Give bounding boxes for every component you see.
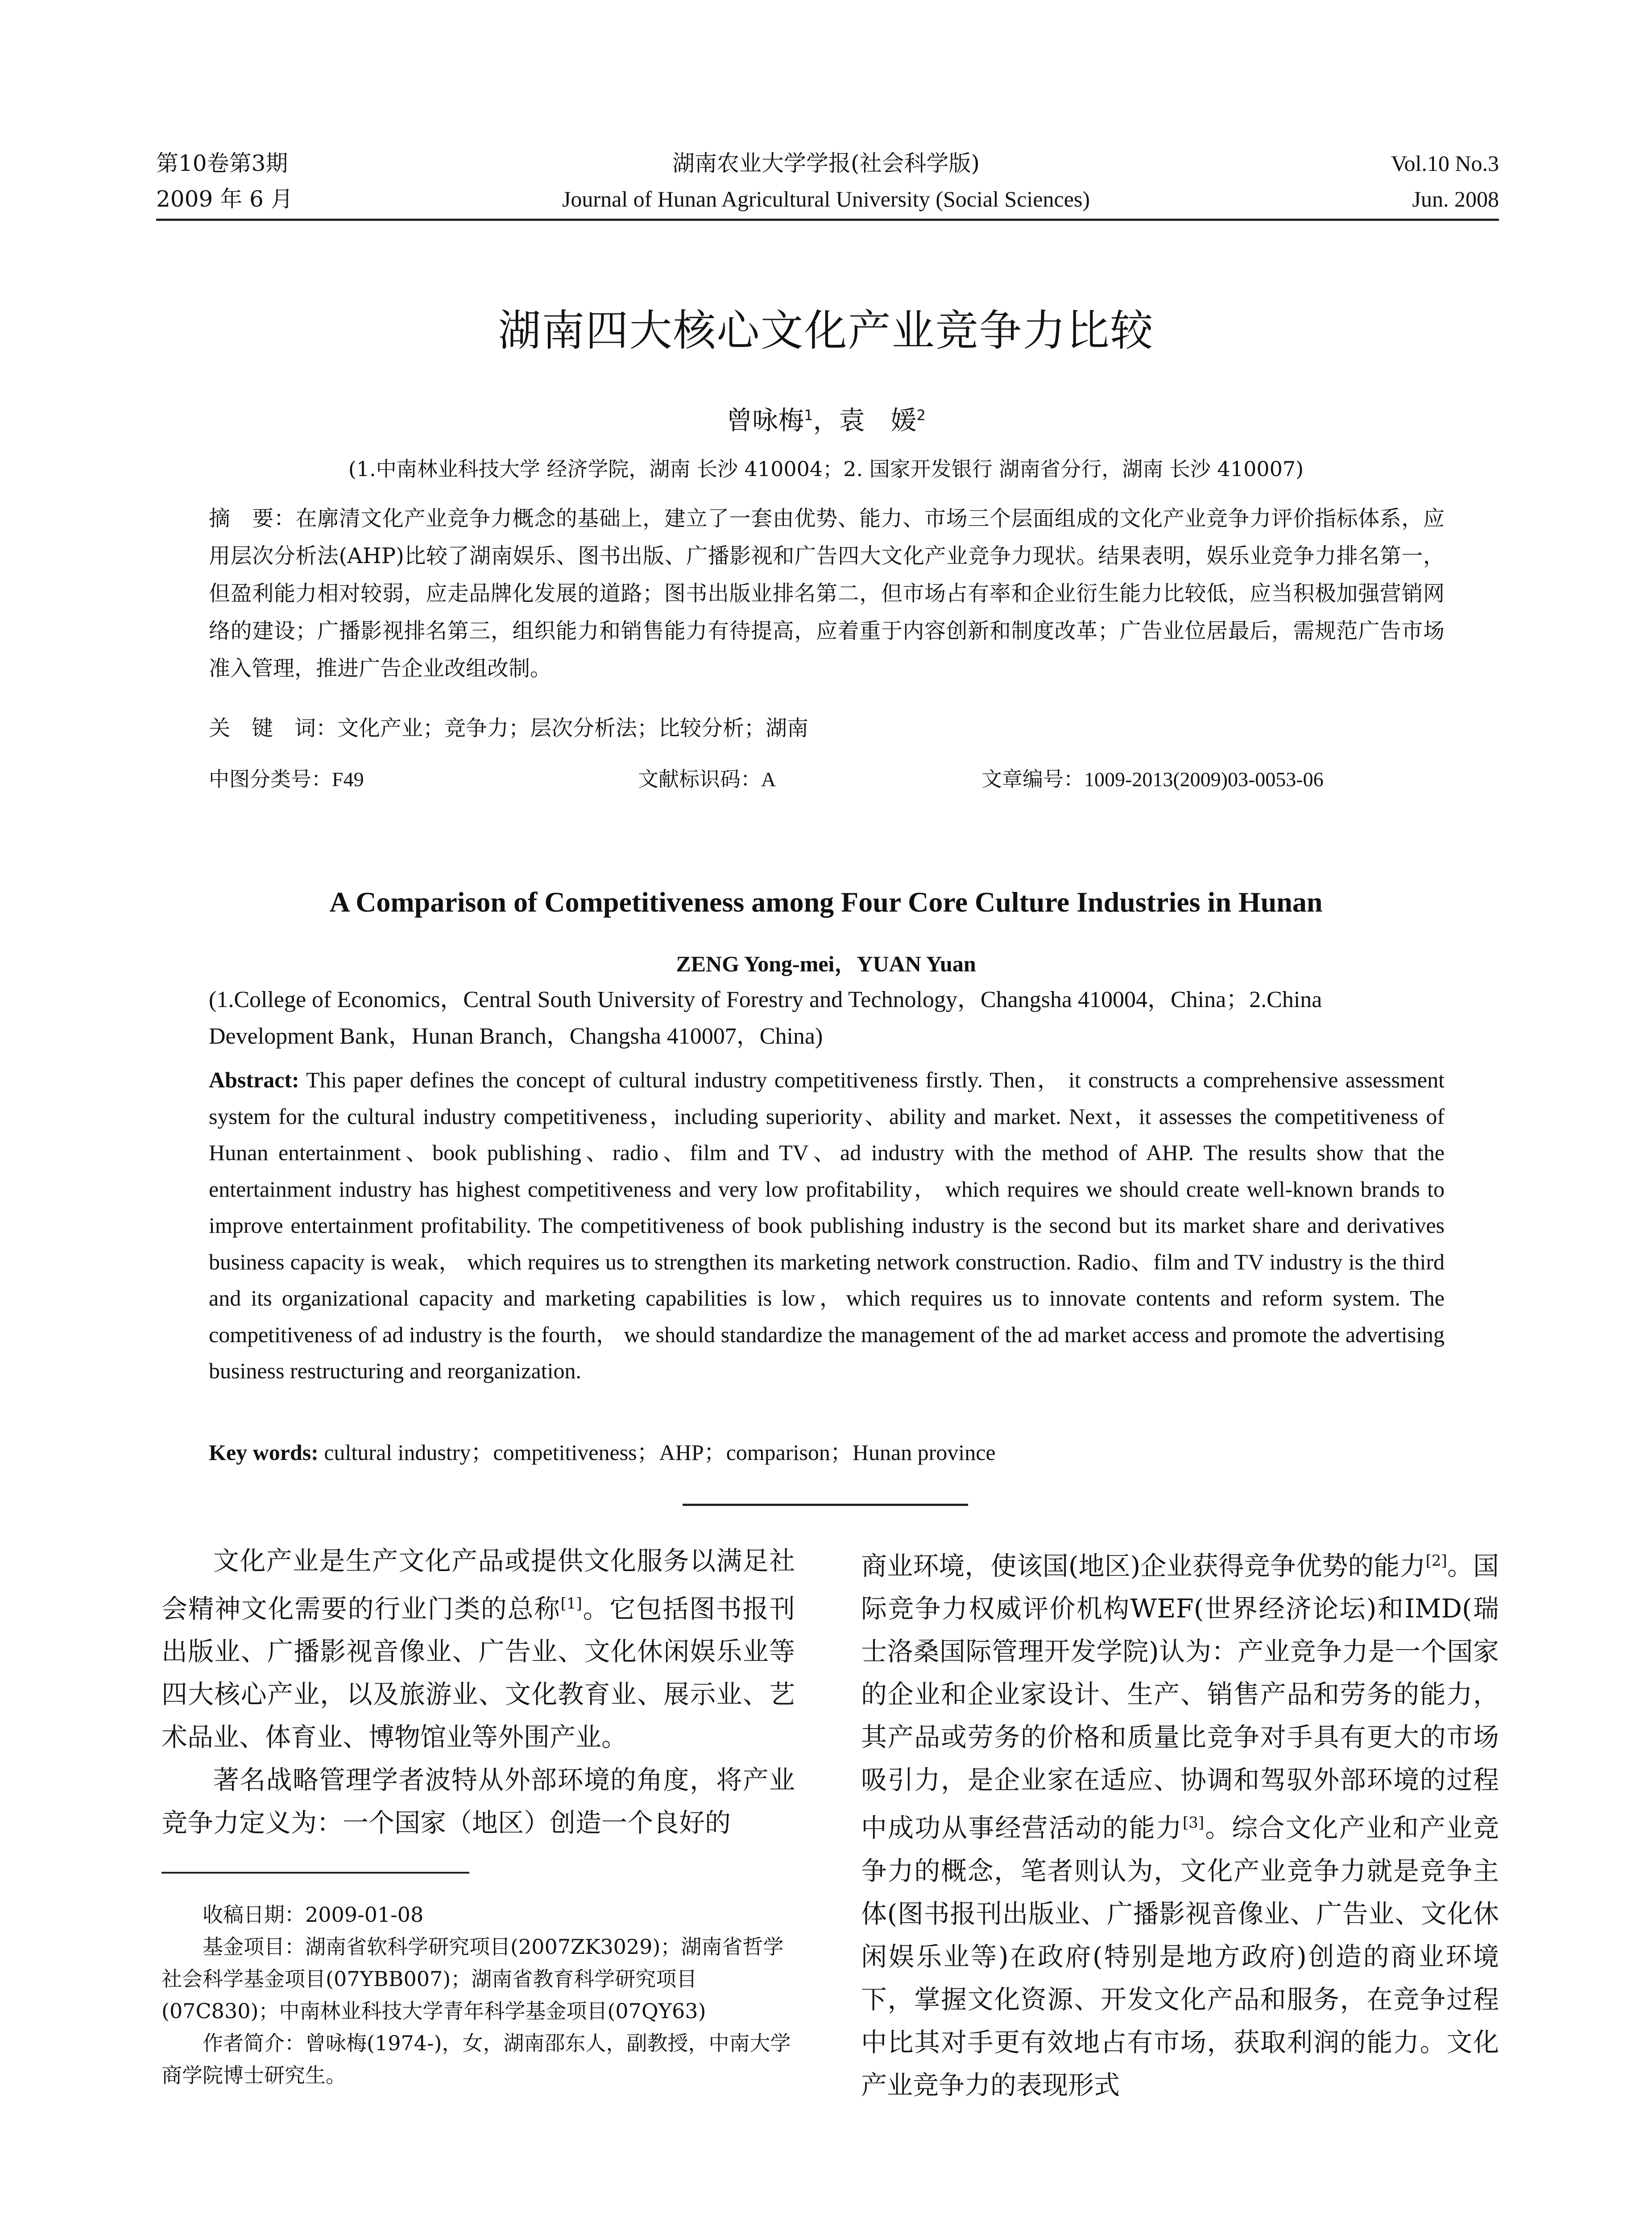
body-left-column: [161, 1539, 795, 1844]
affiliation-cn: (1.中南林业科技大学 经济学院，湖南 长沙 410004；2. 国家开发银行 湖南省分行，湖南 长沙 410007): [348, 457, 1304, 481]
body-right-column: [861, 1539, 1499, 2107]
title-cn: 湖南四大核心文化产业竞争力比较: [498, 306, 1154, 356]
keywords-cn-label: 关 键 词：: [209, 716, 338, 741]
header-date: 2009 年 6 月: [156, 186, 293, 212]
citation-1: [1]: [560, 1595, 582, 1613]
abstract-cn: [209, 500, 1445, 687]
title-en: A Comparison of Competitiveness among Four Core Culture Industries in Hunan: [329, 886, 1323, 918]
header-rule: [156, 219, 1499, 221]
article-number-label: 文章编号：: [981, 767, 1084, 791]
keywords-en-text: cultural industry；competitiveness；AHP；comparison；Hunan province: [324, 1440, 996, 1465]
affiliation-en: (1.College of Economics，Central South University of Forestry and Technology，Changsha 410004，China；2.China Development Bank，Hunan Branch，Changsha 410007，China): [209, 987, 1322, 1049]
footnote-received: 收稿日期：2009-01-08: [203, 1903, 424, 1927]
abstract-en-label: Abstract:: [209, 1067, 299, 1092]
keywords-en: [209, 1435, 1445, 1467]
author-separator: ，: [813, 405, 839, 435]
footnote-author-bio: 作者简介：曾咏梅(1974-)，女，湖南邵东人，副教授，中南大学商学院博士研究生。: [161, 2031, 791, 2087]
clc-value: F49: [332, 768, 364, 791]
header-month-en: Jun. 2008: [1412, 187, 1499, 211]
footnote-rule: [161, 1872, 469, 1874]
authors-cn: [0, 399, 1652, 437]
body-paragraph: 商业环境，使该国(地区)企业获得竞争优势的能力[2]。国际竞争力权威评价机构WEF(世界经济论坛)和IMD(瑞士洛桑国际管理开发学院)认为：产业竞争力是一个国家的企业和企业家设计、生产、销售产品和劳务的能力，其产品或劳务的价格和质量比竞争对手具有更大的市场吸引力，是企业家在适应、协调和驾驭外部环境的过程中成功从事经营活动的能力[3]。综合文化产业和产业竞争力的概念，笔者则认为，文化产业竞争力就是竞争主体(图书报刊出版业、广播影视音像业、广告业、文化休闲娱乐业等)在政府(特别是地方政府)创造的商业环境下，掌握文化资源、开发文化产品和服务，在竞争过程中比其对手更有效地占有市场，获取利润的能力。文化产业竞争力的表现形式: [861, 1551, 1499, 2100]
footnote-funding: 基金项目：湖南省软科学研究项目(2007ZK3029)；湖南省哲学社会科学基金项目(07YBB007)；湖南省教育科学研究项目(07C830)；中南林业科技大学青年科学基金项目(07QY63): [161, 1935, 784, 2023]
abstract-en-text: This paper defines the concept of cultural industry competitiveness firstly. Then， it constructs a comprehensive assessment system for the cultural industry competitiveness，including superiority、ability and market. Next，it assesses the competitiveness of Hunan entertainment、book publishing、radio、film and TV、ad industry with the method of AHP. The results show that the entertainment industry has highest competitiveness and very low profitability， which requires we should create well-known brands to improve entertainment profitability. The competitiveness of book publishing industry is the second but its market share and derivatives business capacity is weak， which requires us to strengthen its marketing network construction. Radio、film and TV industry is the third and its organizational capacity and marketing capabilities is low，which requires us to innovate contents and reform system. The competitiveness of ad industry is the fourth， we should standardize the management of the ad market access and promote the advertising business restructuring and reorganization.: [209, 1067, 1445, 1383]
author-1: 曾咏梅: [726, 405, 804, 435]
doc-code-value: A: [761, 768, 776, 791]
clc-label: 中图分类号：: [209, 767, 332, 791]
author-2-mark: 2: [916, 406, 926, 424]
keywords-en-label: Key words:: [209, 1440, 319, 1465]
clc-number: [209, 763, 364, 792]
author-1-mark: 1: [804, 406, 813, 424]
authors-en: ZENG Yong-mei，YUAN Yuan: [676, 951, 976, 976]
keywords-cn: [209, 709, 1445, 747]
footnotes: [161, 1899, 795, 2091]
abstract-en: [209, 1062, 1445, 1389]
document-code: [638, 763, 776, 792]
body-paragraph: 著名战略管理学者波特从外部环境的角度，将产业竞争力定义为：一个国家（地区）创造一个良好的: [161, 1765, 795, 1838]
header-journal-cn: 湖南农业大学学报(社会科学版): [672, 150, 980, 176]
abstract-cn-text: 在廓清文化产业竞争力概念的基础上，建立了一套由优势、能力、市场三个层面组成的文化产业竞争力评价指标体系，应用层次分析法(AHP)比较了湖南娱乐、图书出版、广播影视和广告四大文化产业竞争力现状。结果表明，娱乐业竞争力排名第一，但盈利能力相对较弱，应走品牌化发展的道路；图书出版业排名第二，但市场占有率和企业衍生能力比较低，应当积极加强营销网络的建设；广播影视排名第三，组织能力和销售能力有待提高，应着重于内容创新和制度改革；广告业位居最后，需规范广告市场准入管理，推进广告企业改组改制。: [209, 506, 1445, 681]
author-2: 袁 媛: [839, 405, 917, 435]
abstract-cn-label: 摘 要：: [209, 506, 296, 531]
header-issue: 第10卷第3期: [156, 150, 288, 176]
keywords-cn-text: 文化产业；竞争力；层次分析法；比较分析；湖南: [337, 716, 809, 741]
article-number-value: 1009-2013(2009)03-0053-06: [1084, 768, 1324, 791]
citation-2: [2]: [1425, 1552, 1447, 1570]
doc-code-label: 文献标识码：: [638, 767, 761, 791]
section-divider: [683, 1504, 968, 1506]
body-paragraph: 文化产业是生产文化产品或提供文化服务以满足社会精神文化需要的行业门类的总称[1]。它包括图书报刊出版业、广播影视音像业、广告业、文化休闲娱乐业等四大核心产业，以及旅游业、文化教育业、展示业、艺术品业、体育业、博物馆业等外围产业。: [161, 1546, 795, 1753]
header-journal-en: Journal of Hunan Agricultural University (Social Sciences): [562, 187, 1090, 211]
header-volume: Vol.10 No.3: [1391, 151, 1499, 176]
article-number: [981, 763, 1324, 792]
citation-3: [3]: [1182, 1814, 1205, 1832]
